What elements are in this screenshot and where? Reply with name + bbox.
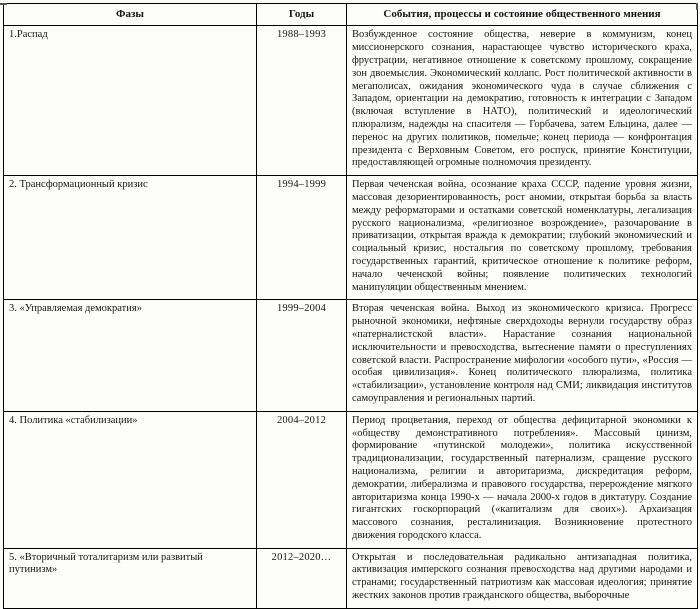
events-cell: Вторая чеченская война. Выход из экономического кризиса. Прогресс рыночной экономики, нефтяные сверхдоходы вернули государству образ «патерналистской власти». Нарастание сознания национальной исключительности и превосходства, вытеснение памяти о преступлениях советской власти. Распространение мифологии «особого пути», «Россия — особая цивилизация». Конец политического плюрализма, политика «стабилизации», установление контроля над СМИ; ликвидация институтов самоуправления и региональных партий. (347, 300, 698, 411)
events-cell: Период процветания, переход от общества дефицитарной экономики к «обществу демонстративного потребления». Массовый цинизм, формирование «путинской молодежи», политика искусственной традиционализации, государственный патернализм, сращение русского национализма, религии и авторитаризма, дискредитация реформ, демократии, либерализма и правового государства, перерождение мягкого авторитаризма конца 1990-х — начала 2000-х годов в диктатуру. Создание гигантских госкорпораций («капитализм для своих»). Архаизация массового сознания, ресталинизация. Возникновение протестного движения городского класса. (347, 411, 698, 548)
column-header-phases: Фазы (4, 4, 257, 26)
column-header-years: Годы (257, 4, 347, 26)
table-row (4, 176, 698, 300)
events-cell: Возбужденное состояние общества, неверие в коммунизм, конец миссионерского сознания, нарастающее чувство исторического краха, фрустрации, негативное отношение к советскому прошлому, сокращение зон двоемыслия. Экономический коллапс. Рост политической активности в мегаполисах, ожидания экономического чуда в случае сближения с Западом, ориентации на демократию, готовность к интеграции с Западом (включая вступление в НАТО), политический и идеологический плюрализм, надежды на спасителя — Горбачева, затем Ельцина, далее — перенос на других политиков, помельче; конец периода — конфронтация президента с Верховным Советом, его роспуск, принятие Конституции, предоставляющей огромные полномочия президенту. (347, 26, 698, 176)
phases-table (3, 3, 698, 609)
table-row (4, 26, 698, 176)
scanned-page (0, 3, 700, 602)
phase-cell: 2. Трансформационный кризис (4, 176, 257, 300)
table-row (4, 300, 698, 411)
column-header-events: События, процессы и состояние общественного мнения (347, 4, 698, 26)
events-cell: Открытая и последовательная радикально антизападная политика, активизация имперского сознания превосходства над другими народами и странами; государственный патриотизм как массовая идеология; принятие жестких законов против гражданского общества, выборочные (347, 548, 698, 608)
scan-crop-mark-top-left (0, 3, 7, 5)
years-cell: 1988–1993 (257, 26, 347, 176)
table-row (4, 411, 698, 548)
header-row (4, 4, 698, 26)
phase-cell: 5. «Вторичный тоталитаризм или развитый путинизм» (4, 548, 257, 608)
years-cell: 2004–2012 (257, 411, 347, 548)
scan-crop-mark-top-right (696, 3, 698, 10)
years-cell: 1999–2004 (257, 300, 347, 411)
events-cell: Первая чеченская война, осознание краха СССР, падение уровня жизни, массовая дезориентированность, рост аномии, открытая борьба за власть между реформаторами и остатками советской номенклатуры, легализация русского национализма, «религиозное возрождение», разочарование в приватизации, открытая вражда к демократии; глубокий экономический и социальный кризис, ностальгия по советскому прошлому, требования государственных гарантий, критическое отношение к политике реформ, начало чеченской войны; появление политических технологий манипуляции общественным мнением. (347, 176, 698, 300)
phase-cell: 3. «Управляемая демократия» (4, 300, 257, 411)
years-cell: 2012–2020… (257, 548, 347, 608)
table-row (4, 548, 698, 608)
phase-cell: 4. Политика «стабилизации» (4, 411, 257, 548)
years-cell: 1994–1999 (257, 176, 347, 300)
phase-cell: 1.Распад (4, 26, 257, 176)
